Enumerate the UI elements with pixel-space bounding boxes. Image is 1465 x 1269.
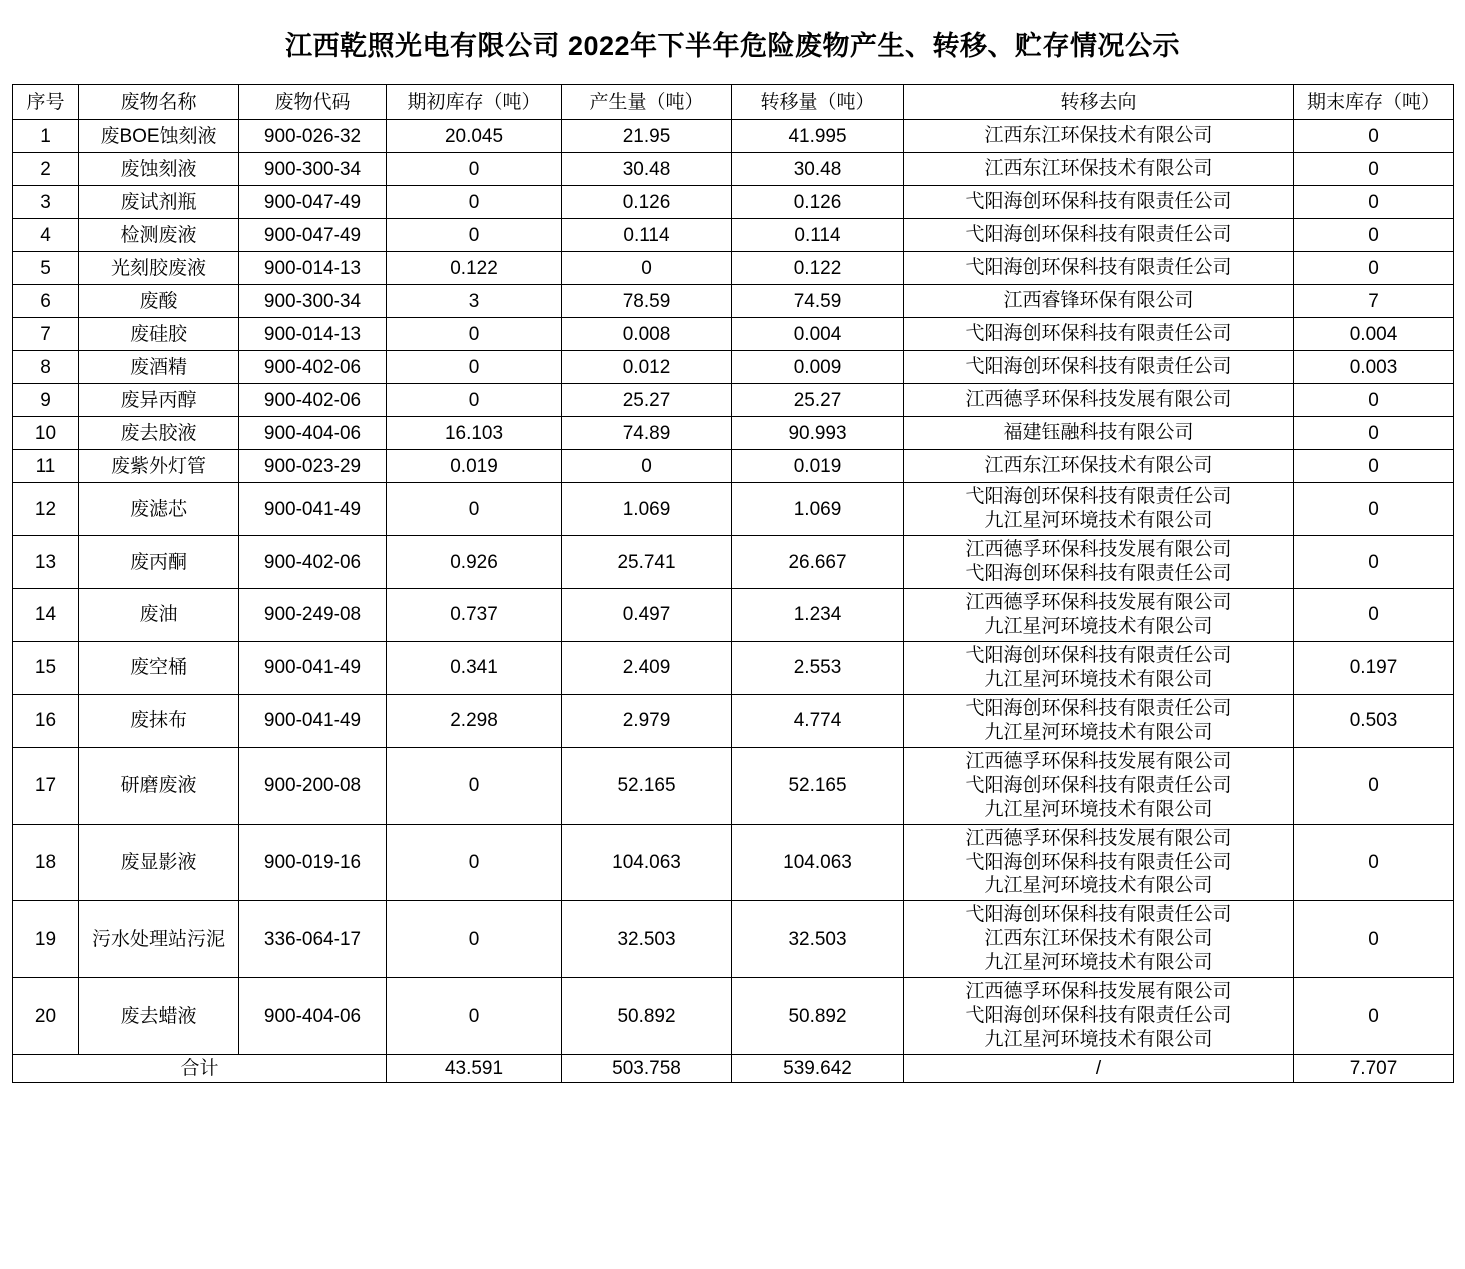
destination-line: 弋阳海创环保科技有限责任公司 [965, 257, 1232, 279]
table-footer [13, 1055, 1454, 1083]
cell-name: 废紫外灯管 [79, 450, 239, 483]
cell-transferred: 0.004 [732, 318, 904, 351]
cell-end-inventory: 0 [1294, 450, 1454, 483]
cell-end-inventory: 0.003 [1294, 351, 1454, 384]
cell-transferred: 0.122 [732, 252, 904, 285]
cell-destination [904, 747, 1294, 824]
cell-begin-inventory: 0 [387, 483, 562, 536]
cell-begin-inventory: 0 [387, 824, 562, 901]
cell-code: 900-041-49 [239, 483, 387, 536]
cell-no: 14 [13, 589, 79, 642]
cell-end-inventory: 0 [1294, 824, 1454, 901]
destination-line: 弋阳海创环保科技有限责任公司 [965, 645, 1232, 667]
cell-transferred: 0.009 [732, 351, 904, 384]
cell-name: 废酒精 [79, 351, 239, 384]
destination-line: 弋阳海创环保科技有限责任公司 [965, 774, 1232, 796]
cell-end-inventory: 0.004 [1294, 318, 1454, 351]
cell-destination [904, 694, 1294, 747]
cell-transferred: 90.993 [732, 417, 904, 450]
destination-line: 江西德孚环保科技发展有限公司 [965, 592, 1232, 614]
table-row [13, 978, 1454, 1055]
cell-produced: 52.165 [562, 747, 732, 824]
total-destination: / [904, 1055, 1294, 1083]
cell-code: 900-300-34 [239, 153, 387, 186]
cell-begin-inventory: 0 [387, 384, 562, 417]
cell-no: 7 [13, 318, 79, 351]
table-row [13, 186, 1454, 219]
cell-destination [904, 978, 1294, 1055]
cell-begin-inventory: 0.926 [387, 536, 562, 589]
cell-no: 12 [13, 483, 79, 536]
cell-end-inventory: 0 [1294, 747, 1454, 824]
destination-line: 弋阳海创环保科技有限责任公司 [965, 356, 1232, 378]
cell-no: 5 [13, 252, 79, 285]
cell-produced: 74.89 [562, 417, 732, 450]
cell-code: 900-041-49 [239, 642, 387, 695]
cell-begin-inventory: 0 [387, 978, 562, 1055]
cell-code: 900-014-13 [239, 252, 387, 285]
destination-line: 弋阳海创环保科技有限责任公司 [965, 563, 1232, 585]
destination-line: 九江星河环境技术有限公司 [984, 510, 1213, 532]
table-row [13, 824, 1454, 901]
cell-produced: 25.27 [562, 384, 732, 417]
cell-transferred: 0.114 [732, 219, 904, 252]
cell-end-inventory: 0 [1294, 417, 1454, 450]
cell-no: 18 [13, 824, 79, 901]
destination-line: 九江星河环境技术有限公司 [984, 1029, 1213, 1051]
destination-line: 江西东江环保技术有限公司 [984, 455, 1213, 477]
total-transferred: 539.642 [732, 1055, 904, 1083]
destination-line: 江西东江环保技术有限公司 [984, 158, 1213, 180]
cell-code: 900-047-49 [239, 219, 387, 252]
table-row [13, 417, 1454, 450]
cell-destination [904, 536, 1294, 589]
cell-destination [904, 219, 1294, 252]
table-row [13, 694, 1454, 747]
header-cell-produced: 产生量（吨） [562, 85, 732, 120]
cell-end-inventory: 0 [1294, 153, 1454, 186]
cell-name: 废酸 [79, 285, 239, 318]
cell-name: 废BOE蚀刻液 [79, 120, 239, 153]
cell-destination [904, 285, 1294, 318]
cell-destination [904, 318, 1294, 351]
cell-no: 20 [13, 978, 79, 1055]
cell-code: 900-402-06 [239, 384, 387, 417]
page-title: 江西乾照光电有限公司 2022年下半年危险废物产生、转移、贮存情况公示 [284, 31, 1181, 61]
cell-transferred: 1.069 [732, 483, 904, 536]
cell-begin-inventory: 16.103 [387, 417, 562, 450]
cell-name: 废去胶液 [79, 417, 239, 450]
cell-destination [904, 483, 1294, 536]
destination-line: 弋阳海创环保科技有限责任公司 [965, 697, 1232, 719]
header-cell-end-inventory: 期末库存（吨） [1294, 85, 1454, 120]
cell-name: 废硅胶 [79, 318, 239, 351]
cell-produced: 2.409 [562, 642, 732, 695]
cell-code: 900-249-08 [239, 589, 387, 642]
destination-line: 九江星河环境技术有限公司 [984, 668, 1213, 690]
cell-produced: 0.012 [562, 351, 732, 384]
header-cell-code: 废物代码 [239, 85, 387, 120]
cell-begin-inventory: 0 [387, 351, 562, 384]
total-end-inventory: 7.707 [1294, 1055, 1454, 1083]
destination-line: 弋阳海创环保科技有限责任公司 [965, 224, 1232, 246]
hazardous-waste-table [12, 84, 1454, 1083]
cell-destination [904, 642, 1294, 695]
cell-destination [904, 153, 1294, 186]
cell-end-inventory: 0 [1294, 901, 1454, 978]
table-row [13, 747, 1454, 824]
header-cell-begin-inventory: 期初库存（吨） [387, 85, 562, 120]
cell-destination [904, 186, 1294, 219]
table-row [13, 901, 1454, 978]
cell-no: 10 [13, 417, 79, 450]
cell-no: 16 [13, 694, 79, 747]
table-row [13, 219, 1454, 252]
destination-line: 江西德孚环保科技发展有限公司 [965, 389, 1232, 411]
cell-produced: 0.126 [562, 186, 732, 219]
header-cell-destination: 转移去向 [904, 85, 1294, 120]
destination-line: 江西东江环保技术有限公司 [984, 928, 1213, 950]
cell-end-inventory: 0 [1294, 252, 1454, 285]
cell-produced: 50.892 [562, 978, 732, 1055]
cell-no: 15 [13, 642, 79, 695]
cell-code: 900-014-13 [239, 318, 387, 351]
cell-begin-inventory: 0 [387, 186, 562, 219]
destination-line: 江西德孚环保科技发展有限公司 [965, 539, 1232, 561]
total-row [13, 1055, 1454, 1083]
cell-end-inventory: 0 [1294, 219, 1454, 252]
cell-transferred: 4.774 [732, 694, 904, 747]
cell-begin-inventory: 0.341 [387, 642, 562, 695]
cell-name: 废空桶 [79, 642, 239, 695]
cell-code: 900-023-29 [239, 450, 387, 483]
cell-begin-inventory: 0.737 [387, 589, 562, 642]
cell-name: 废显影液 [79, 824, 239, 901]
cell-name: 废去蜡液 [79, 978, 239, 1055]
cell-name: 废抹布 [79, 694, 239, 747]
cell-no: 19 [13, 901, 79, 978]
cell-no: 11 [13, 450, 79, 483]
cell-begin-inventory: 0.019 [387, 450, 562, 483]
cell-transferred: 1.234 [732, 589, 904, 642]
cell-end-inventory: 0 [1294, 978, 1454, 1055]
table-row [13, 589, 1454, 642]
cell-name: 检测废液 [79, 219, 239, 252]
cell-begin-inventory: 3 [387, 285, 562, 318]
cell-transferred: 52.165 [732, 747, 904, 824]
cell-name: 废异丙醇 [79, 384, 239, 417]
cell-code: 900-026-32 [239, 120, 387, 153]
cell-destination [904, 450, 1294, 483]
cell-code: 900-402-06 [239, 536, 387, 589]
table-row [13, 384, 1454, 417]
cell-code: 900-404-06 [239, 978, 387, 1055]
cell-name: 废蚀刻液 [79, 153, 239, 186]
total-produced: 503.758 [562, 1055, 732, 1083]
header-cell-transferred: 转移量（吨） [732, 85, 904, 120]
cell-no: 6 [13, 285, 79, 318]
cell-transferred: 26.667 [732, 536, 904, 589]
header-cell-name: 废物名称 [79, 85, 239, 120]
table-row [13, 120, 1454, 153]
cell-code: 900-300-34 [239, 285, 387, 318]
cell-no: 4 [13, 219, 79, 252]
cell-produced: 2.979 [562, 694, 732, 747]
cell-begin-inventory: 0 [387, 153, 562, 186]
cell-produced: 30.48 [562, 153, 732, 186]
cell-no: 8 [13, 351, 79, 384]
table-row [13, 153, 1454, 186]
cell-begin-inventory: 0 [387, 747, 562, 824]
cell-transferred: 25.27 [732, 384, 904, 417]
cell-transferred: 41.995 [732, 120, 904, 153]
cell-name: 废丙酮 [79, 536, 239, 589]
table-row [13, 642, 1454, 695]
cell-destination [904, 417, 1294, 450]
destination-line: 江西德孚环保科技发展有限公司 [965, 827, 1232, 849]
cell-end-inventory: 0 [1294, 120, 1454, 153]
cell-destination [904, 120, 1294, 153]
cell-no: 9 [13, 384, 79, 417]
cell-begin-inventory: 0 [387, 318, 562, 351]
cell-no: 1 [13, 120, 79, 153]
cell-name: 废油 [79, 589, 239, 642]
cell-produced: 0.008 [562, 318, 732, 351]
cell-begin-inventory: 20.045 [387, 120, 562, 153]
cell-transferred: 32.503 [732, 901, 904, 978]
cell-code: 336-064-17 [239, 901, 387, 978]
destination-line: 江西德孚环保科技发展有限公司 [965, 750, 1232, 772]
cell-no: 3 [13, 186, 79, 219]
destination-line: 江西睿锋环保有限公司 [1003, 290, 1194, 312]
cell-begin-inventory: 0 [387, 219, 562, 252]
cell-code: 900-047-49 [239, 186, 387, 219]
cell-destination [904, 589, 1294, 642]
cell-end-inventory: 0 [1294, 384, 1454, 417]
table-header [13, 85, 1454, 120]
cell-begin-inventory: 0 [387, 901, 562, 978]
destination-line: 弋阳海创环保科技有限责任公司 [965, 904, 1232, 926]
cell-produced: 32.503 [562, 901, 732, 978]
table-row [13, 536, 1454, 589]
cell-destination [904, 901, 1294, 978]
cell-transferred: 50.892 [732, 978, 904, 1055]
cell-code: 900-019-16 [239, 824, 387, 901]
cell-destination [904, 252, 1294, 285]
cell-transferred: 2.553 [732, 642, 904, 695]
cell-name: 废滤芯 [79, 483, 239, 536]
cell-no: 17 [13, 747, 79, 824]
cell-transferred: 74.59 [732, 285, 904, 318]
destination-line: 九江星河环境技术有限公司 [984, 952, 1213, 974]
total-begin-inventory: 43.591 [387, 1055, 562, 1083]
table-row [13, 318, 1454, 351]
cell-produced: 104.063 [562, 824, 732, 901]
cell-destination [904, 351, 1294, 384]
cell-no: 2 [13, 153, 79, 186]
table-row [13, 285, 1454, 318]
table-header-row [13, 85, 1454, 120]
total-label: 合计 [13, 1055, 387, 1083]
cell-no: 13 [13, 536, 79, 589]
cell-name: 光刻胶废液 [79, 252, 239, 285]
table-row [13, 483, 1454, 536]
cell-transferred: 0.019 [732, 450, 904, 483]
cell-end-inventory: 0 [1294, 483, 1454, 536]
cell-produced: 25.741 [562, 536, 732, 589]
table-row [13, 450, 1454, 483]
destination-line: 江西东江环保技术有限公司 [984, 125, 1213, 147]
cell-name: 废试剂瓶 [79, 186, 239, 219]
cell-transferred: 30.48 [732, 153, 904, 186]
cell-end-inventory: 0.503 [1294, 694, 1454, 747]
cell-destination [904, 824, 1294, 901]
destination-line: 弋阳海创环保科技有限责任公司 [965, 1005, 1232, 1027]
destination-line: 弋阳海创环保科技有限责任公司 [965, 191, 1232, 213]
destination-line: 江西德孚环保科技发展有限公司 [965, 981, 1232, 1003]
cell-produced: 21.95 [562, 120, 732, 153]
cell-begin-inventory: 0.122 [387, 252, 562, 285]
cell-end-inventory: 0 [1294, 536, 1454, 589]
cell-end-inventory: 7 [1294, 285, 1454, 318]
cell-name: 研磨废液 [79, 747, 239, 824]
destination-line: 九江星河环境技术有限公司 [984, 721, 1213, 743]
cell-produced: 0.497 [562, 589, 732, 642]
cell-code: 900-402-06 [239, 351, 387, 384]
cell-end-inventory: 0 [1294, 589, 1454, 642]
cell-transferred: 104.063 [732, 824, 904, 901]
cell-produced: 78.59 [562, 285, 732, 318]
destination-line: 弋阳海创环保科技有限责任公司 [965, 851, 1232, 873]
cell-produced: 0.114 [562, 219, 732, 252]
cell-produced: 0 [562, 252, 732, 285]
header-cell-no: 序号 [13, 85, 79, 120]
cell-transferred: 0.126 [732, 186, 904, 219]
destination-line: 九江星河环境技术有限公司 [984, 798, 1213, 820]
cell-destination [904, 384, 1294, 417]
cell-name: 污水处理站污泥 [79, 901, 239, 978]
cell-begin-inventory: 2.298 [387, 694, 562, 747]
cell-code: 900-200-08 [239, 747, 387, 824]
cell-code: 900-404-06 [239, 417, 387, 450]
cell-end-inventory: 0.197 [1294, 642, 1454, 695]
destination-line: 九江星河环境技术有限公司 [984, 875, 1213, 897]
destination-line: 福建钰融科技有限公司 [1003, 422, 1194, 444]
table-body [13, 120, 1454, 1055]
table-row [13, 351, 1454, 384]
cell-produced: 1.069 [562, 483, 732, 536]
destination-line: 弋阳海创环保科技有限责任公司 [965, 486, 1232, 508]
table-row [13, 252, 1454, 285]
destination-line: 弋阳海创环保科技有限责任公司 [965, 323, 1232, 345]
cell-code: 900-041-49 [239, 694, 387, 747]
cell-produced: 0 [562, 450, 732, 483]
cell-end-inventory: 0 [1294, 186, 1454, 219]
destination-line: 九江星河环境技术有限公司 [984, 616, 1213, 638]
